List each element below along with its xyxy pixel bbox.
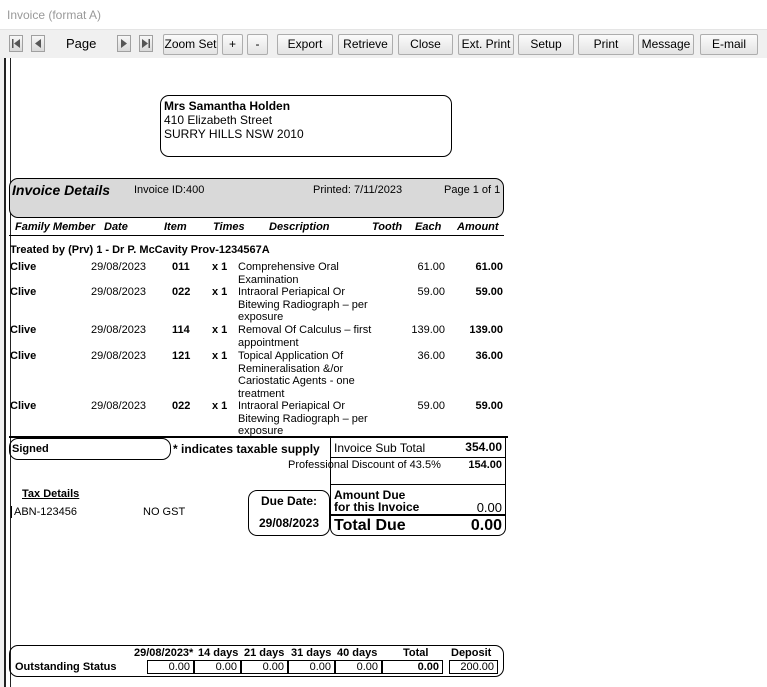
os-value-total: 0.00 — [382, 660, 443, 674]
previous-page-icon[interactable] — [31, 35, 45, 52]
row-description-line: Comprehensive Oral — [238, 261, 339, 273]
sub-total-value: 354.00 — [465, 440, 502, 454]
row-member: Clive — [10, 350, 37, 362]
os-header-40-days: 40 days — [337, 647, 378, 659]
os-value-deposit: 200.00 — [449, 660, 498, 674]
signed-label: Signed — [12, 443, 49, 455]
row-item: 114 — [172, 324, 190, 336]
row-description-line: Intraoral Periapical Or — [238, 400, 345, 412]
abn-value: ABN-123456 — [11, 506, 77, 518]
taxable-note: * indicates taxable supply — [173, 442, 320, 456]
address-line-1: 410 Elizabeth Street — [164, 113, 273, 127]
row-description-line: Remineralisation &/or — [238, 362, 344, 375]
row-each: 59.00 — [417, 400, 445, 412]
due-date-box — [248, 490, 330, 536]
email-button[interactable]: E-mail — [700, 34, 758, 55]
printed-date: Printed: 7/11/2023 — [313, 184, 403, 196]
os-header-total: Total — [403, 647, 429, 659]
tax-details-heading: Tax Details — [22, 488, 80, 500]
totals-box — [330, 438, 506, 536]
row-each: 59.00 — [417, 286, 445, 298]
row-date: 29/08/2023 — [91, 261, 147, 273]
row-amount: 61.00 — [475, 261, 503, 273]
row-date: 29/08/2023 — [91, 400, 147, 412]
gst-status: NO GST — [143, 506, 186, 518]
amount-due-rule — [331, 514, 506, 516]
outstanding-status-label: Outstanding Status — [15, 661, 117, 673]
row-amount: 139.00 — [469, 324, 503, 336]
window-title: Invoice (format A) — [7, 8, 102, 22]
amount-due-label-1: Amount Due — [334, 488, 406, 502]
row-description-line: Bitewing Radiograph – per — [238, 412, 368, 425]
print-button[interactable]: Print — [578, 34, 634, 55]
row-times: x 1 — [212, 350, 228, 362]
row-description-line: Topical Application Of — [238, 350, 344, 362]
row-member: Clive — [10, 261, 37, 273]
address-box — [160, 95, 452, 157]
row-times: x 1 — [212, 400, 228, 412]
row-description-line: Cariostatic Agents - one — [238, 375, 355, 387]
os-header-14-days: 14 days — [198, 647, 239, 659]
header-divider — [9, 235, 504, 236]
col-each: Each — [415, 221, 442, 233]
report-page — [10, 58, 767, 687]
sub-total-rule — [331, 457, 506, 458]
page-label: Page — [66, 36, 97, 51]
total-due-label: Total Due — [334, 517, 406, 534]
window-title-bar — [0, 0, 767, 30]
row-each: 139.00 — [411, 324, 445, 336]
os-value-40-days: 0.00 — [335, 660, 382, 674]
row-item: 121 — [172, 350, 191, 362]
ext-print-button[interactable]: Ext. Print — [458, 34, 514, 55]
treated-by: Treated by (Prv) 1 - Dr P. McCavity Prov-1234567A — [10, 244, 270, 256]
invoice-id: Invoice ID:400 — [134, 184, 205, 196]
setup-button[interactable]: Setup — [518, 34, 574, 55]
total-due-value: 0.00 — [470, 517, 502, 534]
row-description-line: exposure — [238, 311, 284, 323]
toolbar — [0, 30, 767, 58]
row-date: 29/08/2023 — [91, 286, 147, 298]
invoice-header-band — [9, 178, 504, 218]
row-date: 29/08/2023 — [91, 324, 147, 336]
row-description-line: Examination — [238, 273, 299, 286]
signed-box — [9, 438, 171, 460]
row-amount: 36.00 — [475, 350, 503, 362]
row-amount: 59.00 — [475, 286, 503, 298]
row-description-line: Bitewing Radiograph – per — [238, 298, 368, 311]
discount-value: 154.00 — [468, 459, 502, 471]
os-header-deposit: Deposit — [451, 647, 492, 659]
row-times: x 1 — [212, 286, 228, 298]
message-button[interactable]: Message — [638, 34, 694, 55]
os-header-21-days: 21 days — [244, 647, 285, 659]
next-page-icon[interactable] — [117, 35, 131, 52]
row-description-line: Intraoral Periapical Or — [238, 286, 345, 298]
address-line-2: SURRY HILLS NSW 2010 — [164, 127, 304, 141]
zoom-out-button[interactable]: - — [247, 34, 268, 55]
invoice-details-title: Invoice Details — [12, 182, 111, 198]
row-description-line: exposure — [238, 425, 284, 437]
row-description-line: appointment — [238, 336, 299, 349]
col-item: Item — [164, 221, 187, 233]
os-header-31-days: 31 days — [291, 647, 332, 659]
discount-label: Professional Discount of 43.5% — [288, 459, 441, 471]
row-item: 011 — [172, 261, 190, 273]
row-times: x 1 — [212, 261, 228, 273]
row-item: 022 — [172, 400, 191, 412]
amount-due-label-2: for this Invoice — [334, 500, 420, 514]
outstanding-status-box — [9, 645, 504, 677]
row-times: x 1 — [212, 324, 228, 336]
row-item: 022 — [172, 286, 191, 298]
discount-rule — [331, 484, 506, 485]
os-value-31-days: 0.00 — [288, 660, 335, 674]
row-each: 61.00 — [417, 261, 445, 273]
row-date: 29/08/2023 — [91, 350, 147, 362]
col-description: Description — [269, 221, 330, 233]
due-date-value: 29/08/2023 — [258, 516, 320, 530]
due-date-label: Due Date: — [260, 494, 317, 508]
col-times: Times — [213, 221, 245, 233]
last-page-icon[interactable] — [139, 35, 153, 52]
zoom-in-button[interactable]: + — [222, 34, 243, 55]
export-button[interactable]: Export — [277, 34, 333, 55]
os-value-current: 0.00 — [147, 660, 194, 674]
report-preview[interactable] — [4, 58, 767, 687]
col-tooth: Tooth — [372, 221, 403, 233]
os-value-14-days: 0.00 — [194, 660, 241, 674]
page-count: Page 1 of 1 — [444, 184, 501, 196]
retrieve-button[interactable]: Retrieve — [338, 34, 393, 55]
amount-due-value: 0.00 — [476, 500, 502, 515]
row-member: Clive — [10, 324, 37, 336]
os-header-current: 29/08/2023* — [134, 647, 194, 659]
col-family-member: Family Member — [15, 221, 96, 233]
close-button[interactable]: Close — [398, 34, 453, 55]
row-member: Clive — [10, 286, 37, 298]
row-amount: 59.00 — [475, 400, 503, 412]
first-page-icon[interactable] — [9, 35, 23, 52]
sub-total-label: Invoice Sub Total — [334, 441, 426, 455]
patient-name: Mrs Samantha Holden — [164, 99, 291, 113]
row-each: 36.00 — [417, 350, 445, 362]
zoom-set-button[interactable]: Zoom Set — [163, 34, 218, 55]
row-member: Clive — [10, 400, 37, 412]
row-description-line: Removal Of Calculus – first — [238, 324, 372, 336]
row-description-line: treatment — [238, 387, 285, 400]
col-date: Date — [104, 221, 128, 233]
col-amount: Amount — [457, 221, 499, 233]
os-value-21-days: 0.00 — [241, 660, 288, 674]
